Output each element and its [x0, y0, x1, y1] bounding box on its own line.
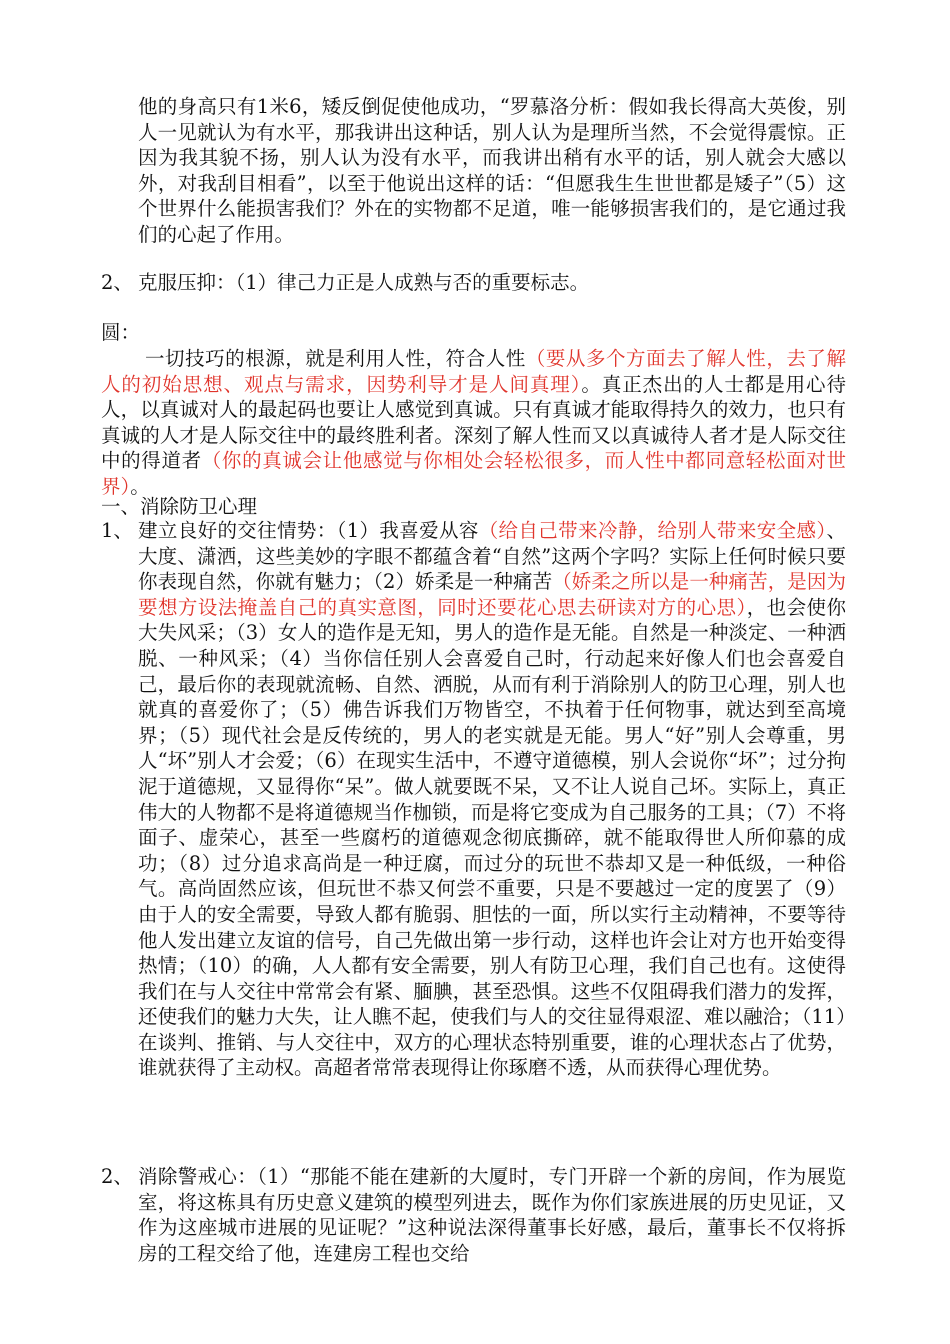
item-number-1: 1、: [101, 519, 133, 542]
item1-annotation-a: （给自己带来冷静，给别人带来安全感）: [478, 519, 827, 542]
item1-text-c: ，也会使你大失风采；（3）女人的造作是无知，男人的造作是无能。自然是一种淡定、一种洒脱、一种风采；（4）当你信任别人会喜爱自己时，行动起来好像人们也会喜爱自己，最后你的表现就流畅、自然、洒脱，从而有利于消除别人的防卫心理，别人也就真的喜爱你了；（5）佛告诉我们万物皆空，不执着于任何物事，就达到至高境界；（5）现代社会是反传统的，男人的老实就是无能。男人“好”别人会尊重，男人“坏”别人才会爱；（6）在现实生活中，不遵守道德模，别人会说你“坏”；过分拘泥于道德规，又显得你“呆”。做人就要既不呆，又不让人说自己坏。实际上，真正伟大的人物都不是将道德规当作枷锁，而是将它变成为自己服务的工具；（7）不将面子、虚荣心，甚至一些腐朽的道德观念彻底撕碎，就不能取得世人所仰慕的成功；（8）过分追求高尚是一种迂腐，而过分的玩世不恭却又是一种低级，一种俗气。高尚固然应该，但玩世不恭又何尝不重要，只是不要越过一定的度罢了（9）由于人的安全需要，导致人都有脆弱、胆怯的一面，所以实行主动精神，不要等待他人发出建立友谊的信号，自己先做出第一步行动，这样也许会让对方也开始变得热情；（10）的确，人人都有安全需要，别人有防卫心理，我们自己也有。这使得我们在与人交往中常常会有紧、腼腆，甚至恐惧。这些不仅阻碍我们潜力的发挥，还使我们的魅力大失，让人瞧不起，使我们与人的交往显得艰涩、难以融洽；（11）在谈判、推销、与人交往中，双方的心理状态特别重要，谁的心理状态占了优势，谁就获得了主动权。高超者常常表现得让你琢磨不透，从而获得心理优势。: [138, 595, 846, 1080]
heading-eliminate-defense: 一、消除防卫心理: [101, 495, 258, 518]
item1-text-a: 建立良好的交往情势：（1）我喜爱从容: [138, 519, 479, 542]
continued-paragraph: [138, 94, 846, 248]
section-heading-yuan: 圆：: [101, 321, 141, 344]
item1-annotation-b: （娇柔之所以是一种痛苦，是因为要想方设法掩盖自己的真实意图，同时还要花心思去研读对方的心思）: [138, 570, 846, 619]
intro-annotation-2: （你的真诚会让他感觉与你相处会轻松很多，而人性中都同意轻松面对世界）: [101, 449, 846, 498]
item1-text-b: 、大度、潇洒，这些美妙的字眼不都蕴含着“自然”这两个字吗？实际上任何时候只要你表现自然，你就有魅力；（2）娇柔是一种痛苦: [138, 519, 846, 594]
intro-text-1: 一切技巧的根源，就是利用人性，符合人性: [145, 347, 526, 370]
item-overcome-text: 克服压抑：（1）律己力正是人成熟与否的重要标志。: [138, 271, 590, 294]
item2-paragraph: 消除警戒心：（1）“那能不能在建新的大厦时，专门开辟一个新的房间，作为展览室，将这栋具有历史意义建筑的模型列进去，既作为你们家族进展的历史见证，又作为这座城市进展的见证呢？”这种说法深得董事长好感，最后，董事长不仅将拆房的工程交给了他，连建房工程也交给: [138, 1165, 846, 1265]
intro-text-2: 。真正杰出的人士都是用心待人，以真诚对人的最起码也要让人感觉到真诚。只有真诚才能取得持久的效力，也只有真诚的人才是人际交往中的最终胜利者。深刻了解人性而又以真诚待人者才是人际交往中的得道者: [101, 372, 846, 473]
item-number-overcome: 2、: [101, 271, 133, 294]
item-number-2: 2、: [101, 1165, 133, 1188]
intro-text-3: 。: [130, 474, 150, 498]
item1-paragraph: [138, 518, 846, 1081]
continued-paragraph-text: 他的身高只有1米6，矮反倒促使他成功，“罗慕洛分析：假如我长得高大英俊，别人一见就认为有水平，那我讲出这种话，别人认为是理所当然，不会觉得震惊。正因为我其貌不扬，别人认为没有水平，而我讲出稍有水平的话，别人就会大感以外，对我刮目相看”，以至于他说出这样的话：“但愿我生生世世都是矮子”（5）这个世界什么能损害我们？外在的实物都不足道，唯一能够损害我们的，是它通过我们的心起了作用。: [138, 95, 846, 246]
intro-annotation-1: （要从多个方面去了解人性，去了解人的初始思想、观点与需求，因势利导才是人间真理）: [101, 347, 846, 396]
intro-paragraph: [101, 346, 846, 500]
